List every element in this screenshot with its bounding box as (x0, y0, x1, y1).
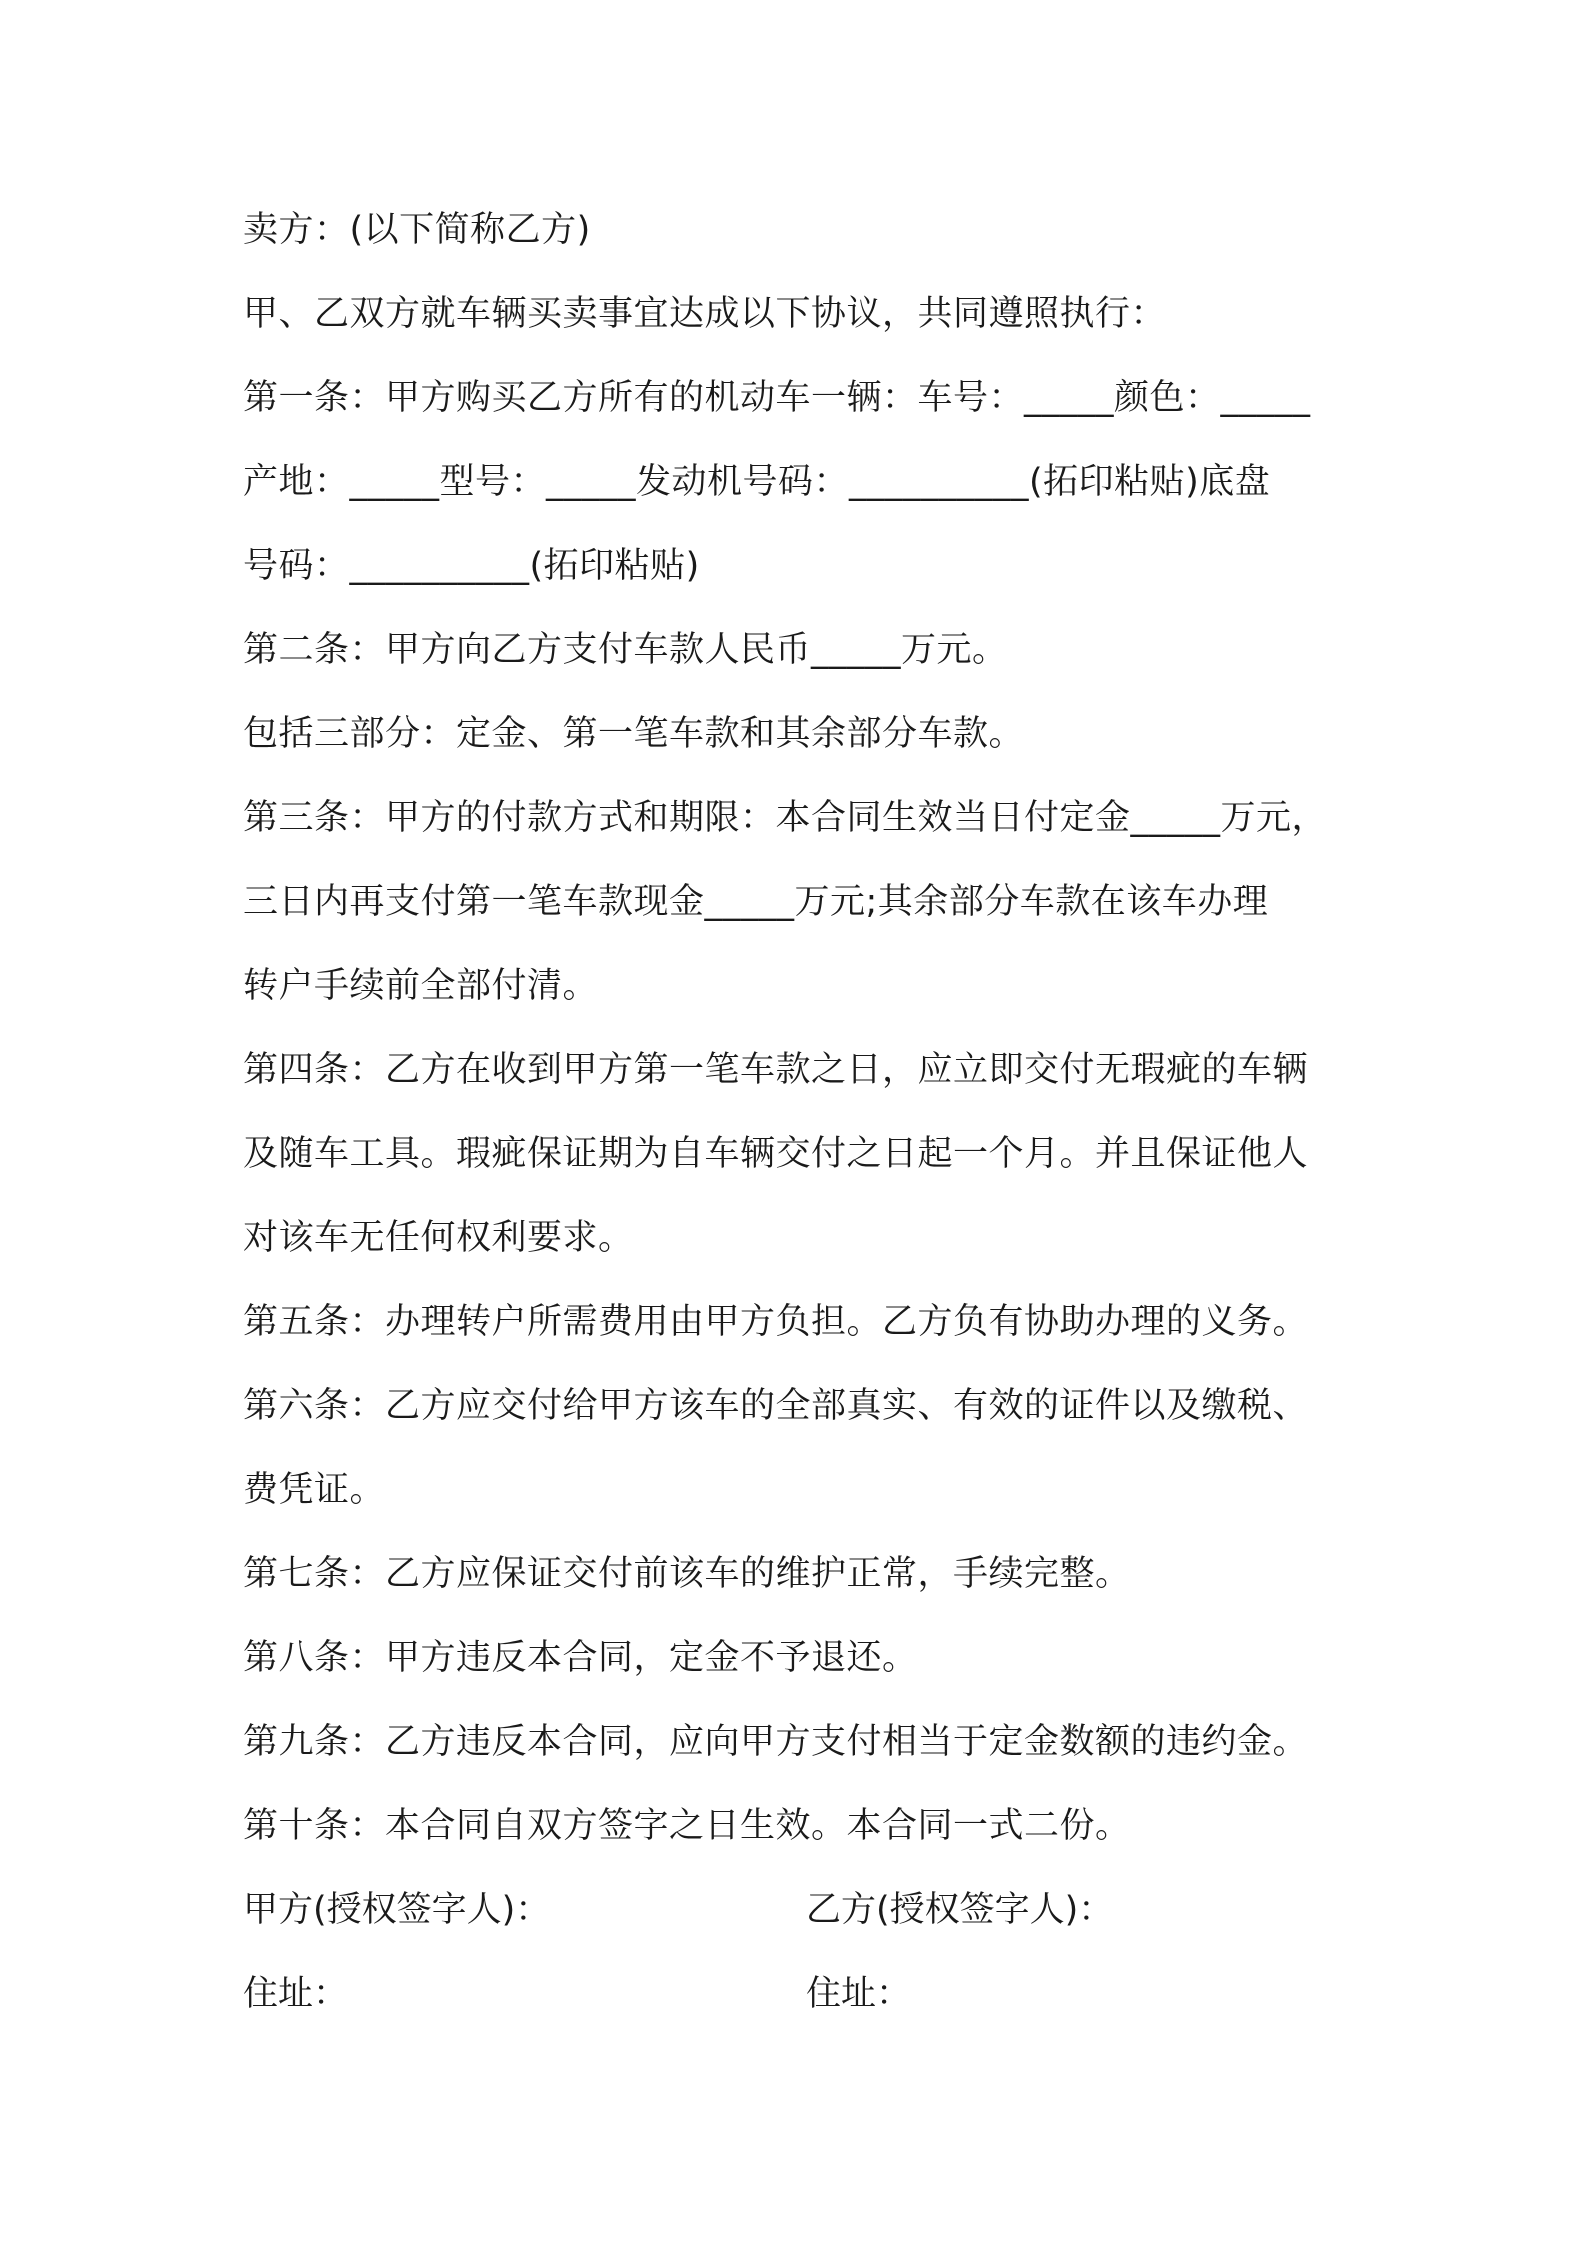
article-10-line: 第十条：本合同自双方签字之日生效。本合同一式二份。 (243, 1806, 1131, 1846)
seller-line: 卖方：(以下简称乙方) (243, 210, 591, 250)
article-1-line-2: 产地：_____型号：_____发动机号码：__________(拓印粘贴)底盘 (243, 462, 1271, 502)
article-1-line-3: 号码：__________(拓印粘贴) (243, 546, 700, 586)
signature-row (243, 1868, 1363, 1952)
address-row (243, 1952, 1363, 2036)
article-4-line-3: 对该车无任何权利要求。 (243, 1218, 634, 1258)
article-4-line-2: 及随车工具。瑕疵保证期为自车辆交付之日起一个月。并且保证他人 (243, 1134, 1309, 1174)
preamble-line: 甲、乙双方就车辆买卖事宜达成以下协议，共同遵照执行： (243, 294, 1167, 334)
article-1-line-1: 第一条：甲方购买乙方所有的机动车一辆：车号：_____颜色：_____ (243, 378, 1311, 418)
article-3-line-2: 三日内再支付第一笔车款现金_____万元;其余部分车款在该车办理 (243, 882, 1269, 922)
party-a-address-label: 住址： (243, 1974, 349, 2014)
article-4-line-1: 第四条：乙方在收到甲方第一笔车款之日，应立即交付无瑕疵的车辆 (243, 1050, 1309, 1090)
article-8-line: 第八条：甲方违反本合同，定金不予退还。 (243, 1638, 918, 1678)
article-9-line: 第九条：乙方违反本合同，应向甲方支付相当于定金数额的违约金。 (243, 1722, 1309, 1762)
article-2-line-2: 包括三部分：定金、第一笔车款和其余部分车款。 (243, 714, 1025, 754)
party-b-signature-label: 乙方(授权签字人)： (806, 1890, 1114, 1930)
party-a-signature-label: 甲方(授权签字人)： (243, 1890, 551, 1930)
article-2-line-1: 第二条：甲方向乙方支付车款人民币_____万元。 (243, 630, 1008, 670)
article-7-line: 第七条：乙方应保证交付前该车的维护正常，手续完整。 (243, 1554, 1131, 1594)
article-5-line: 第五条：办理转户所需费用由甲方负担。乙方负有协助办理的义务。 (243, 1302, 1309, 1342)
article-3-line-1: 第三条：甲方的付款方式和期限：本合同生效当日付定金_____万元， (243, 798, 1328, 838)
party-b-address-label: 住址： (806, 1974, 912, 2014)
article-6-line-1: 第六条：乙方应交付给甲方该车的全部真实、有效的证件以及缴税、 (243, 1386, 1309, 1426)
article-3-line-3: 转户手续前全部付清。 (243, 966, 599, 1006)
article-6-line-2: 费凭证。 (243, 1470, 386, 1510)
contract-body (243, 188, 1363, 2036)
